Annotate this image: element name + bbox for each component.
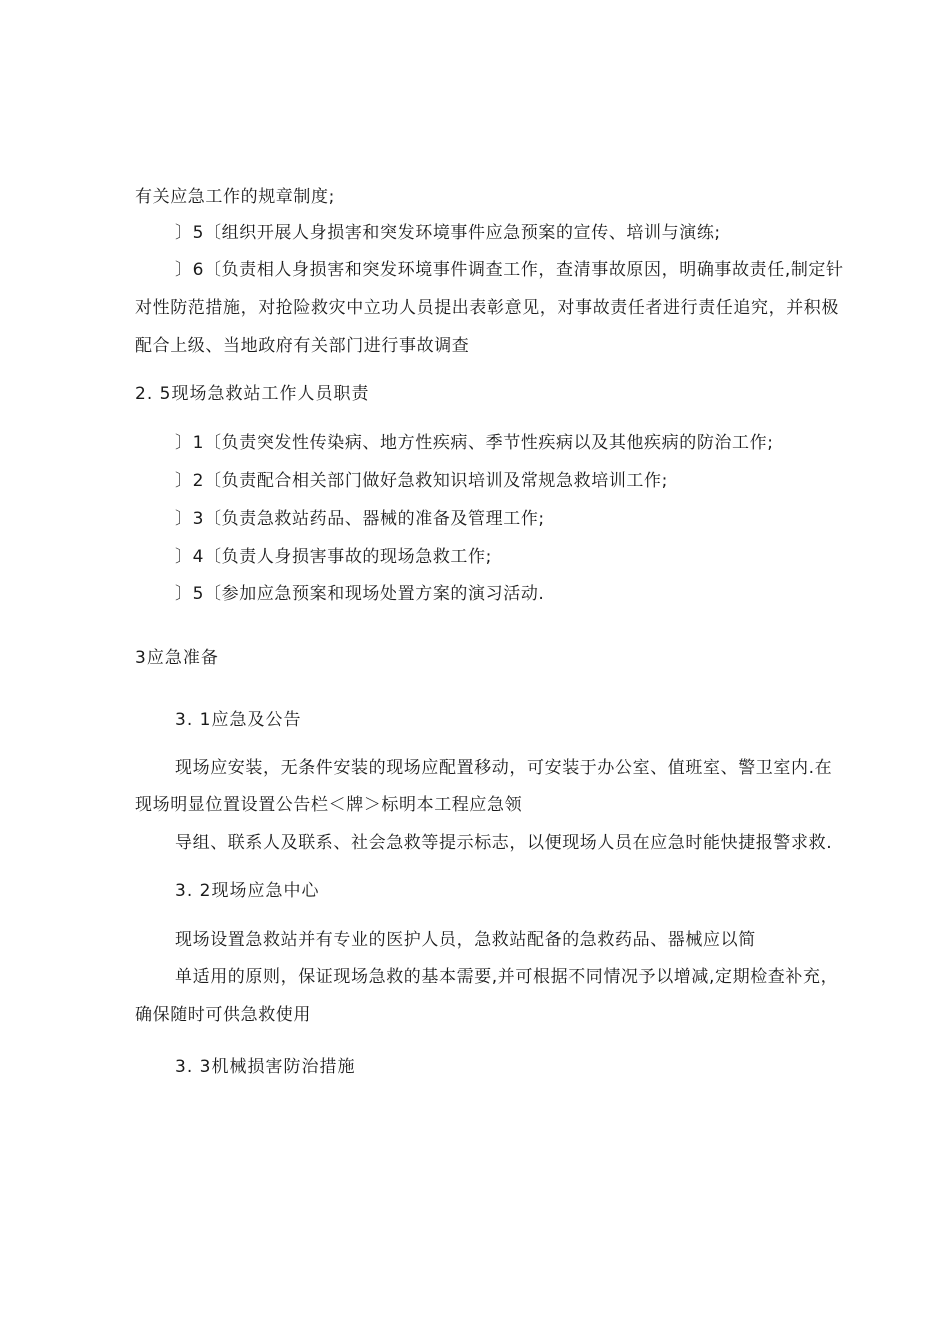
list-item: 〕5〔参加应急预案和现场处置方案的演习活动. [175,584,545,604]
text-line: 确保随时可供急救使用 [135,1005,311,1025]
list-item: 〕5〔组织开展人身损害和突发环境事件应急预案的宣传、培训与演练; [175,223,721,243]
list-item: 〕6〔负责相人身损害和突发环境事件调查工作，查清事故原因，明确事故责任,制定针 [175,260,844,280]
text-line: 现场明显位置设置公告栏＜牌＞标明本工程应急领 [135,795,523,815]
text-line: 对性防范措施，对抢险救灾中立功人员提出表彰意见，对事故责任者进行责任追究，并积极 [135,298,839,318]
list-item: 〕2〔负责配合相关部门做好急救知识培训及常规急救培训工作; [175,471,668,491]
list-item: 〕4〔负责人身损害事故的现场急救工作; [175,547,492,567]
subsection-heading: 3. 3机械损害防治措施 [175,1057,356,1077]
list-item: 〕1〔负责突发性传染病、地方性疾病、季节性疾病以及其他疾病的防治工作; [175,433,774,453]
subsection-heading: 3. 1应急及公告 [175,710,302,730]
text-line: 现场应安装，无条件安装的现场应配置移动，可安装于办公室、值班室、警卫室内.在 [175,758,833,778]
text-line: 配合上级、当地政府有关部门进行事故调查 [135,336,470,356]
list-item: 〕3〔负责急救站药品、器械的准备及管理工作; [175,509,545,529]
section-heading: 3应急准备 [135,648,219,668]
text-line: 导组、联系人及联系、社会急救等提示标志，以便现场人员在应急时能快捷报警求救. [175,833,833,853]
text-line: 有关应急工作的规章制度; [135,187,335,207]
subsection-heading: 3. 2现场应急中心 [175,881,320,901]
text-line: 现场设置急救站并有专业的医护人员，急救站配备的急救药品、器械应以简 [175,930,756,950]
section-heading: 2. 5现场急救站工作人员职责 [135,384,370,404]
text-line: 单适用的原则，保证现场急救的基本需要,并可根据不同情况予以增减,定期检查补充， [175,967,839,987]
